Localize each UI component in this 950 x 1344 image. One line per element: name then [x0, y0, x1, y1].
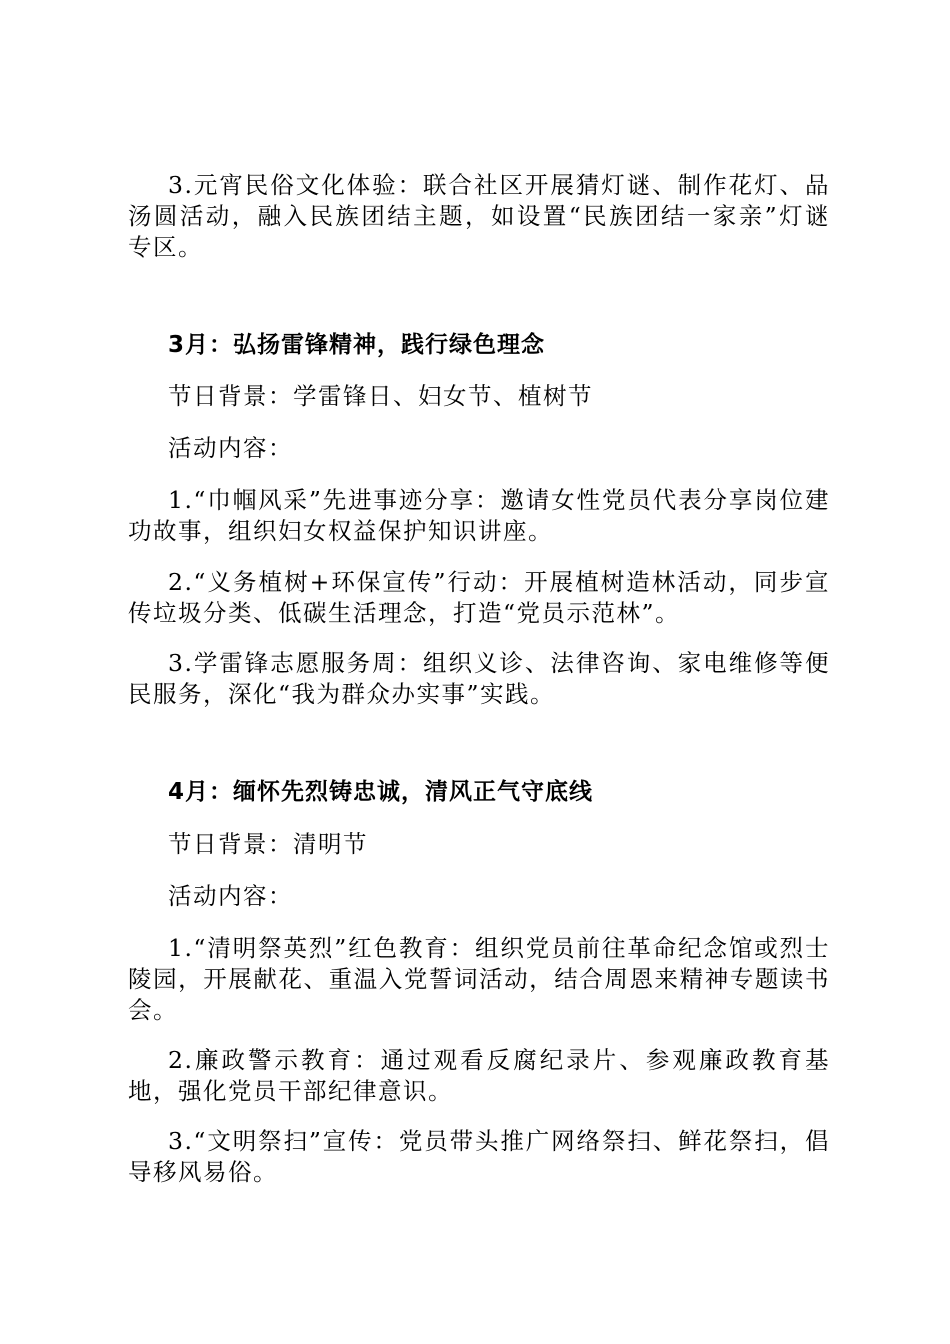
paragraph-lantern-festival-item-3: 3.元宵民俗文化体验：联合社区开展猜灯谜、制作花灯、品汤圆活动，融入民族团结主题，如设置“民族团结一家亲”灯谜专区。: [128, 171, 830, 261]
april-background: 节日背景：清明节: [168, 830, 368, 858]
april-item-3: 3.“文明祭扫”宣传：党员带头推广网络祭扫、鲜花祭扫，倡导移风易俗。: [128, 1127, 830, 1186]
march-background: 节日背景：学雷锋日、妇女节、植树节: [168, 382, 593, 410]
section-heading-march: 3月：弘扬雷锋精神，践行绿色理念: [168, 332, 546, 358]
march-item-3: 3.学雷锋志愿服务周：组织义诊、法律咨询、家电维修等便民服务，深化“我为群众办实事”实践。: [128, 649, 830, 708]
section-heading-april: 4月：缅怀先烈铸忠诚，清风正气守底线: [168, 779, 594, 805]
march-content-label: 活动内容：: [168, 434, 293, 462]
april-item-1: 1.“清明祭英烈”红色教育：组织党员前往革命纪念馆或烈士陵园，开展献花、重温入党誓词活动，结合周恩来精神专题读书会。: [128, 934, 830, 1024]
april-item-2: 2.廉政警示教育：通过观看反腐纪录片、参观廉政教育基地，强化党员干部纪律意识。: [128, 1046, 830, 1105]
march-item-1: 1.“巾帼风采”先进事迹分享：邀请女性党员代表分享岗位建功故事，组织妇女权益保护知识讲座。: [128, 486, 830, 545]
march-item-2: 2.“义务植树+环保宣传”行动：开展植树造林活动，同步宣传垃圾分类、低碳生活理念，打造“党员示范林”。: [128, 568, 830, 627]
april-content-label: 活动内容：: [168, 882, 293, 910]
